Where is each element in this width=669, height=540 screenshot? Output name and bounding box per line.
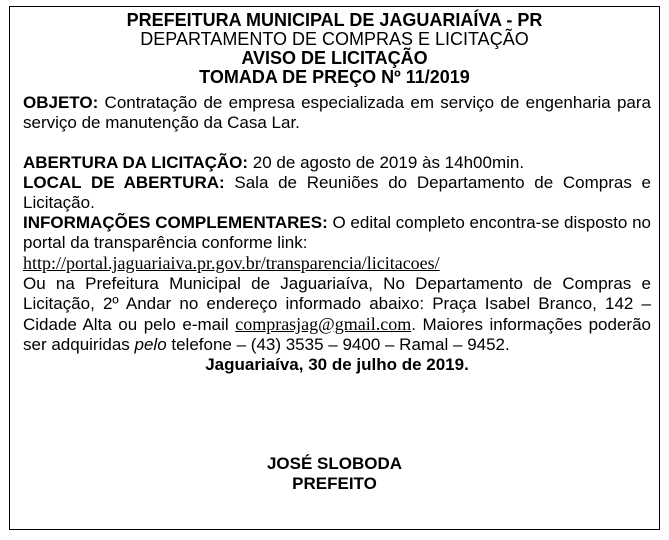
abertura-label: ABERTURA DA LICITAÇÃO: (23, 153, 249, 172)
notice-body (23, 93, 651, 375)
notice-box (9, 6, 660, 530)
header-tomada-de-preco: TOMADA DE PREÇO Nº 11/2019 (199, 67, 470, 87)
prefeitura-paragraph (23, 274, 651, 355)
informacoes-paragraph (23, 213, 651, 253)
maiores-informacoes-text: . Maiores informações poderão ser adquiridas (23, 315, 651, 354)
portal-link[interactable]: http://portal.jaguariaiva.pr.gov.br/transparencia/licitacoes/ (23, 253, 440, 273)
abertura-paragraph (23, 153, 651, 173)
local-text: Sala de Reuniões do Departamento de Compras e Licitação. (23, 173, 651, 212)
objeto-paragraph (23, 93, 651, 133)
header-aviso: AVISO DE LICITAÇÃO (241, 48, 428, 68)
signature-title: PREFEITO (292, 474, 377, 493)
pelo-text: pelo (134, 335, 167, 354)
header-departamento: DEPARTAMENTO DE COMPRAS E LICITAÇÃO (140, 29, 529, 49)
header-prefeitura: PREFEITURA MUNICIPAL DE JAGUARIAÍVA - PR (126, 10, 543, 30)
informacoes-label: INFORMAÇÕES COMPLEMENTARES: (23, 213, 328, 232)
date-line: Jaguariaíva, 30 de julho de 2019. (205, 355, 469, 374)
objeto-text: Contratação de empresa especializada em serviço de engenharia para serviço de manutenção da Casa Lar. (23, 93, 651, 132)
portal-link-line (23, 253, 651, 274)
local-paragraph (23, 173, 651, 213)
objeto-label: OBJETO: (23, 93, 99, 112)
signature-block (10, 454, 659, 494)
local-label: LOCAL DE ABERTURA: (23, 173, 225, 192)
telefone-text: telefone – (43) 3535 – 9400 – Ramal – 9452. (166, 335, 510, 354)
signature-name: JOSÉ SLOBODA (266, 454, 403, 473)
spacer (23, 133, 651, 153)
header (10, 11, 659, 87)
informacoes-text: O edital completo encontra-se disposto no portal da transparência conforme link: (23, 213, 651, 252)
email-link[interactable]: comprasjag@gmail.com (235, 314, 412, 334)
abertura-text: 20 de agosto de 2019 às 14h00min. (248, 153, 525, 172)
prefeitura-text: Ou na Prefeitura Municipal de Jaguariaíva, No Departamento de Compras e Licitação, 2º Andar no endereço informado abaixo: Praça Isabel Branco, 142 – Cidade Alta ou pelo e-mail (23, 274, 651, 334)
